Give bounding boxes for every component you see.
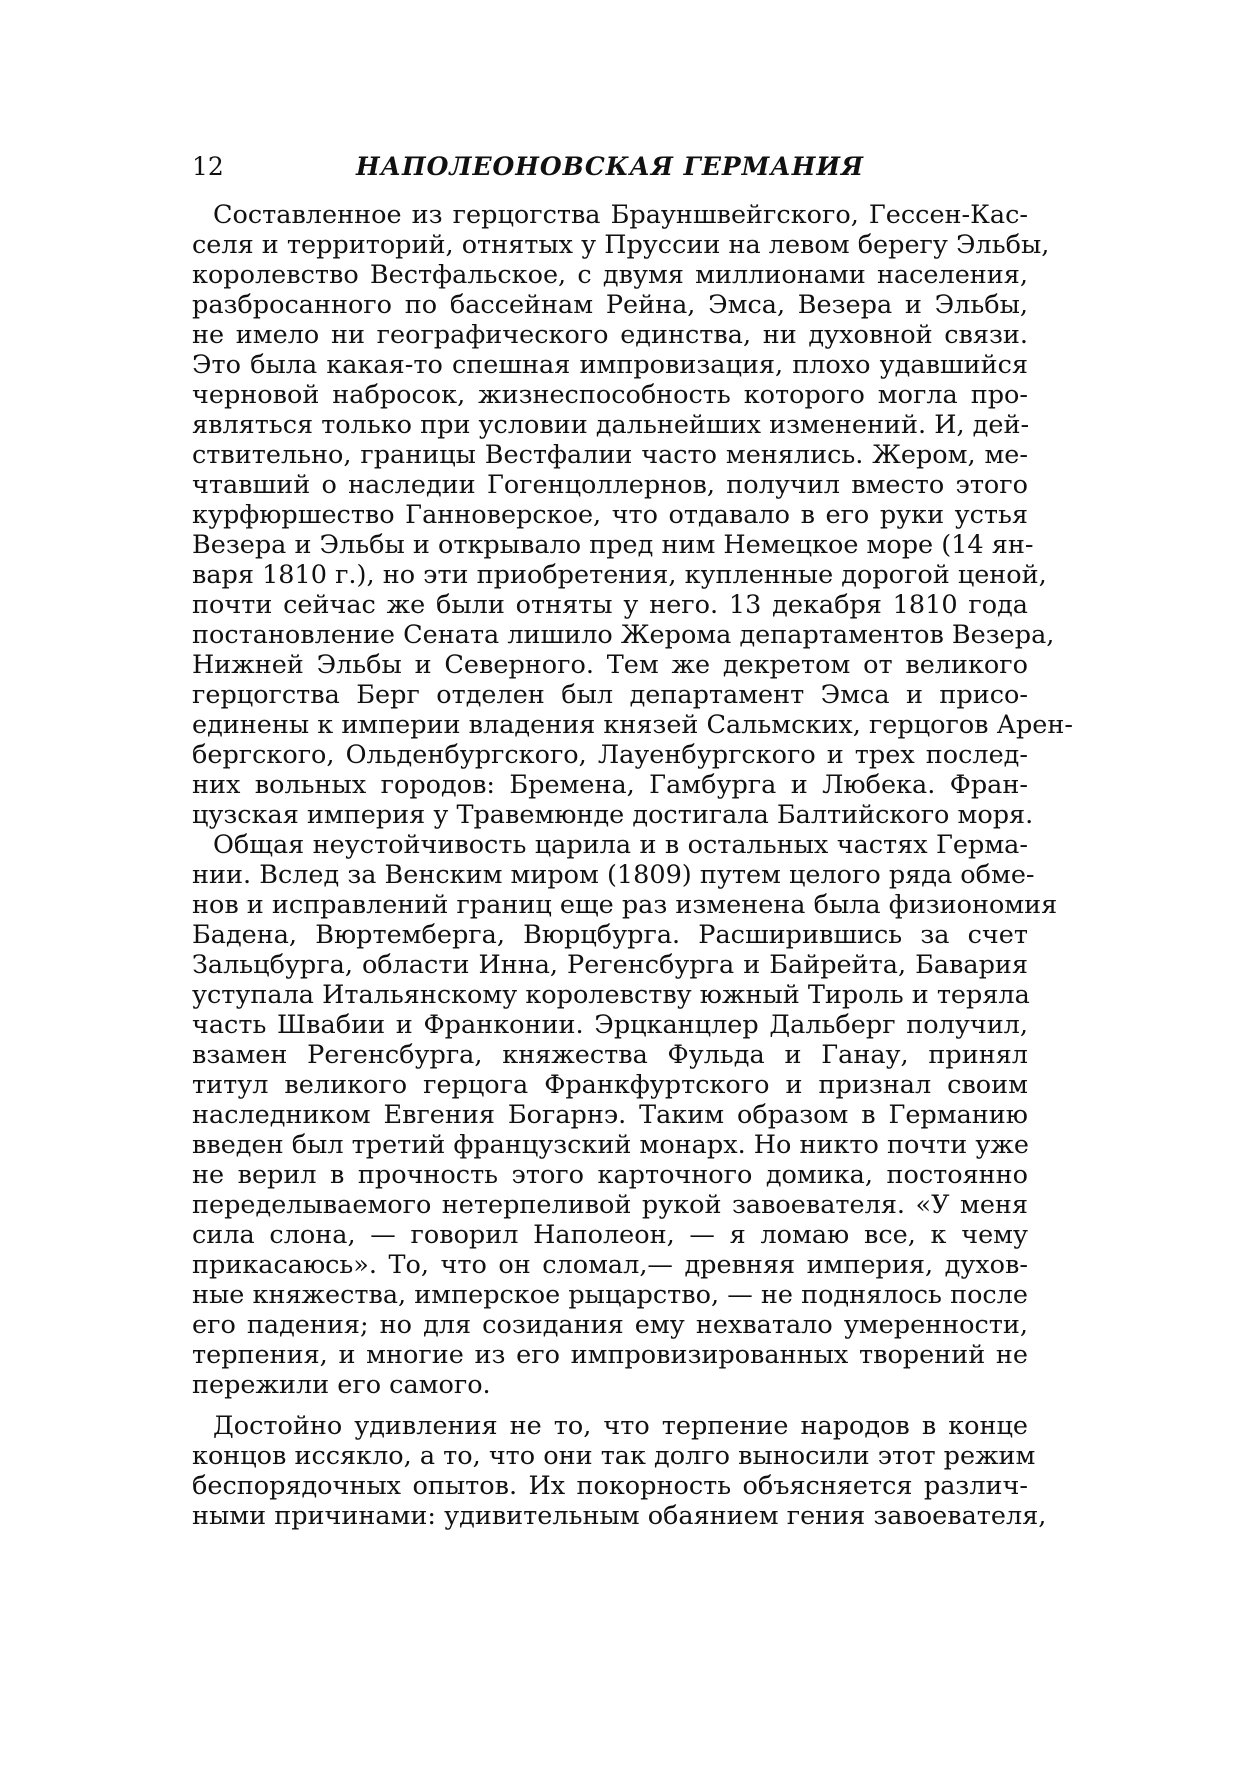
text-line: Общая неустойчивость царила и в остальных частях Герма- (213, 830, 1028, 860)
text-line: уступала Итальянскому королевству южный Тироль и теряла (192, 980, 1030, 1010)
text-line: разбросанного по бассейнам Рейна, Эмса, Везера и Эльбы, (192, 290, 1028, 320)
text-line: ствительно, границы Вестфалии часто менялись. Жером, ме- (192, 440, 1028, 470)
page-number: 12 (192, 152, 224, 181)
text-line: его падения; но для созидания ему нехватало умеренности, (192, 1310, 1028, 1340)
text-line: нии. Вслед за Венским миром (1809) путем целого ряда обме- (192, 860, 1035, 890)
text-line: взамен Регенсбурга, княжества Фульда и Ганау, принял (192, 1040, 1028, 1070)
text-line: беспорядочных опытов. Их покорность объясняется различ- (192, 1471, 1028, 1501)
text-line: цузская империя у Травемюнде достигала Балтийского моря. (192, 800, 1034, 830)
text-line: чтавший о наследии Гогенцоллернов, получил вместо этого (192, 470, 1028, 500)
text-line: Бадена, Вюртемберга, Вюрцбурга. Расширившись за счет (192, 920, 1028, 950)
text-line: почти сейчас же были отняты у него. 13 декабря 1810 года (192, 590, 1028, 620)
text-line: селя и территорий, отнятых у Пруссии на левом берегу Эльбы, (192, 230, 1050, 260)
text-line: Зальцбурга, области Инна, Регенсбурга и Байрейта, Бавария (192, 950, 1028, 980)
paragraph-3 (192, 1411, 1047, 1531)
text-line: пережили его самого. (192, 1370, 491, 1400)
running-head (192, 150, 1028, 184)
text-line: ные княжества, имперское рыцарство, — не поднялось после (192, 1280, 1028, 1310)
text-line: постановление Сената лишило Жерома департаментов Везера, (192, 620, 1055, 650)
paragraph-1 (192, 200, 1073, 830)
text-line: Нижней Эльбы и Северного. Тем же декретом от великого (192, 650, 1028, 680)
text-line: сила слона, — говорил Наполеон, — я ломаю все, к чему (192, 1220, 1028, 1250)
text-line: не верил в прочность этого карточного домика, постоянно (192, 1160, 1028, 1190)
text-line: переделываемого нетерпеливой рукой завоевателя. «У меня (192, 1190, 1028, 1220)
text-line: прикасаюсь». То, что он сломал,— древняя империя, духов- (192, 1250, 1028, 1280)
text-line: бергского, Ольденбургского, Лауенбургского и трех послед- (192, 740, 1028, 770)
text-line: часть Швабии и Франконии. Эрцканцлер Дальберг получил, (192, 1010, 1028, 1040)
text-line: Везера и Эльбы и открывало пред ним Немецкое море (14 ян- (192, 530, 1034, 560)
body-text (192, 200, 1073, 1531)
text-line: введен был третий французский монарх. Но никто почти уже (192, 1130, 1029, 1160)
text-line: ными причинами: удивительным обаянием гения завоевателя, (192, 1501, 1047, 1531)
text-line: наследником Евгения Богарнэ. Таким образом в Германию (192, 1100, 1028, 1130)
paragraph-spacer (192, 1400, 1028, 1411)
paragraph-2 (192, 830, 1058, 1400)
text-line: Достойно удивления не то, что терпение народов в конце (213, 1411, 1028, 1441)
text-line: варя 1810 г.), но эти приобретения, купленные дорогой ценой, (192, 560, 1047, 590)
text-line: королевство Вестфальское, с двумя миллионами населения, (192, 260, 1028, 290)
text-line: них вольных городов: Бремена, Гамбурга и Любека. Фран- (192, 770, 1028, 800)
text-line: терпения, и многие из его импровизированных творений не (192, 1340, 1028, 1370)
text-line: курфюршество Ганноверское, что отдавало в его руки устья (192, 500, 1028, 530)
text-line: герцогства Берг отделен был департамент Эмса и присо- (192, 680, 1028, 710)
text-line: нов и исправлений границ еще раз изменена была физиономия (192, 890, 1058, 920)
text-line: черновой набросок, жизнеспособность которого могла про- (192, 380, 1028, 410)
text-line: концов иссякло, а то, что они так долго выносили этот режим (192, 1441, 1036, 1471)
text-line: единены к империи владения князей Сальмских, герцогов Арен- (192, 710, 1073, 740)
text-line: Это была какая-то спешная импровизация, плохо удавшийся (192, 350, 1028, 380)
text-line: Составленное из герцогства Брауншвейгского, Гессен-Кас- (213, 200, 1028, 230)
text-line: являться только при условии дальнейших изменений. И, дей- (192, 410, 1030, 440)
running-title: НАПОЛЕОНОВСКАЯ ГЕРМАНИЯ (355, 152, 865, 181)
text-line: не имело ни географического единства, ни духовной связи. (192, 320, 1028, 350)
text-line: титул великого герцога Франкфуртского и признал своим (192, 1070, 1028, 1100)
